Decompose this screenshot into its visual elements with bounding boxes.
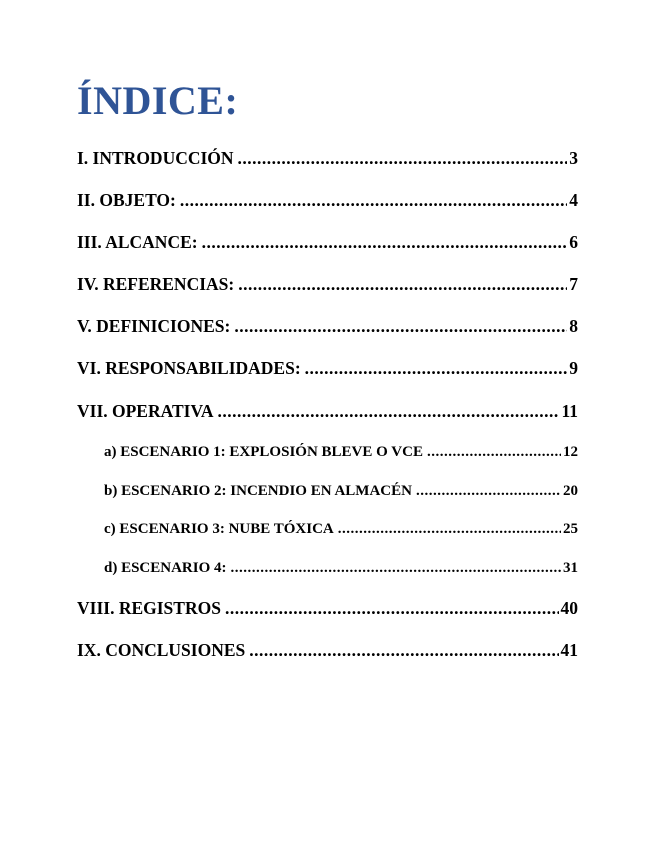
toc-dot-leader [217,400,559,422]
toc-dot-leader [234,315,567,337]
toc-entry-label: I. INTRODUCCIÓN [77,148,234,168]
toc-entry-label: IX. CONCLUSIONES [77,640,246,660]
toc-page-number: 40 [560,598,578,618]
toc-entry-label: V. DEFINICIONES: [77,316,231,336]
toc-entry-label: b) ESCENARIO 2: INCENDIO EN ALMACÉN [104,483,412,499]
toc-page-number: 25 [563,521,578,537]
toc-dot-leader [225,597,559,619]
toc-entry-label: VI. RESPONSABILIDADES: [77,358,301,378]
toc-entry-alcance[interactable] [77,231,578,253]
toc-subentry-escenario-3[interactable] [104,518,578,540]
toc-dot-leader [249,639,558,661]
toc-entry-label: VIII. REGISTROS [77,598,221,618]
toc-page-number: 12 [563,444,578,460]
toc-page-number: 6 [569,232,578,252]
toc-entry-label: d) ESCENARIO 4: [104,560,227,576]
toc-page-number: 9 [569,358,578,378]
toc-subentry-escenario-4[interactable] [104,557,578,579]
toc-entry-registros[interactable] [77,597,578,619]
toc-dot-leader [238,273,567,295]
toc-dot-leader [180,189,567,211]
toc-page-number: 41 [560,640,578,660]
toc-entry-conclusiones[interactable] [77,639,578,661]
toc-page-number: 7 [569,274,578,294]
toc-entry-label: c) ESCENARIO 3: NUBE TÓXICA [104,521,334,537]
toc-page-number: 4 [569,190,578,210]
toc-page-number: 20 [563,483,578,499]
toc-entry-definiciones[interactable] [77,315,578,337]
toc-entry-operativa[interactable] [77,400,578,422]
toc-page-number: 3 [569,148,578,168]
toc-dot-leader [238,147,568,169]
toc-entry-referencias[interactable] [77,273,578,295]
toc-dot-leader [305,357,568,379]
toc-entry-objeto[interactable] [77,189,578,211]
toc-dot-leader [202,231,568,253]
toc-entry-label: VII. OPERATIVA [77,401,214,421]
toc-dot-leader [427,441,561,463]
toc-dot-leader [338,518,561,540]
toc-page-number: 11 [561,401,578,421]
toc-entry-responsabilidades[interactable] [77,357,578,379]
toc-subentry-escenario-2[interactable] [104,480,578,502]
toc-entry-introduccion[interactable] [77,147,578,169]
toc-dot-leader [231,557,561,579]
toc-entry-label: a) ESCENARIO 1: EXPLOSIÓN BLEVE O VCE [104,444,423,460]
toc-dot-leader [416,480,561,502]
toc-title: ÍNDICE: [77,78,239,123]
toc-entry-label: III. ALCANCE: [77,232,198,252]
toc-page-number: 8 [569,316,578,336]
toc-page-number: 31 [563,560,578,576]
toc-entry-label: IV. REFERENCIAS: [77,274,235,294]
toc-subentry-escenario-1[interactable] [104,441,578,463]
toc-entry-label: II. OBJETO: [77,190,176,210]
